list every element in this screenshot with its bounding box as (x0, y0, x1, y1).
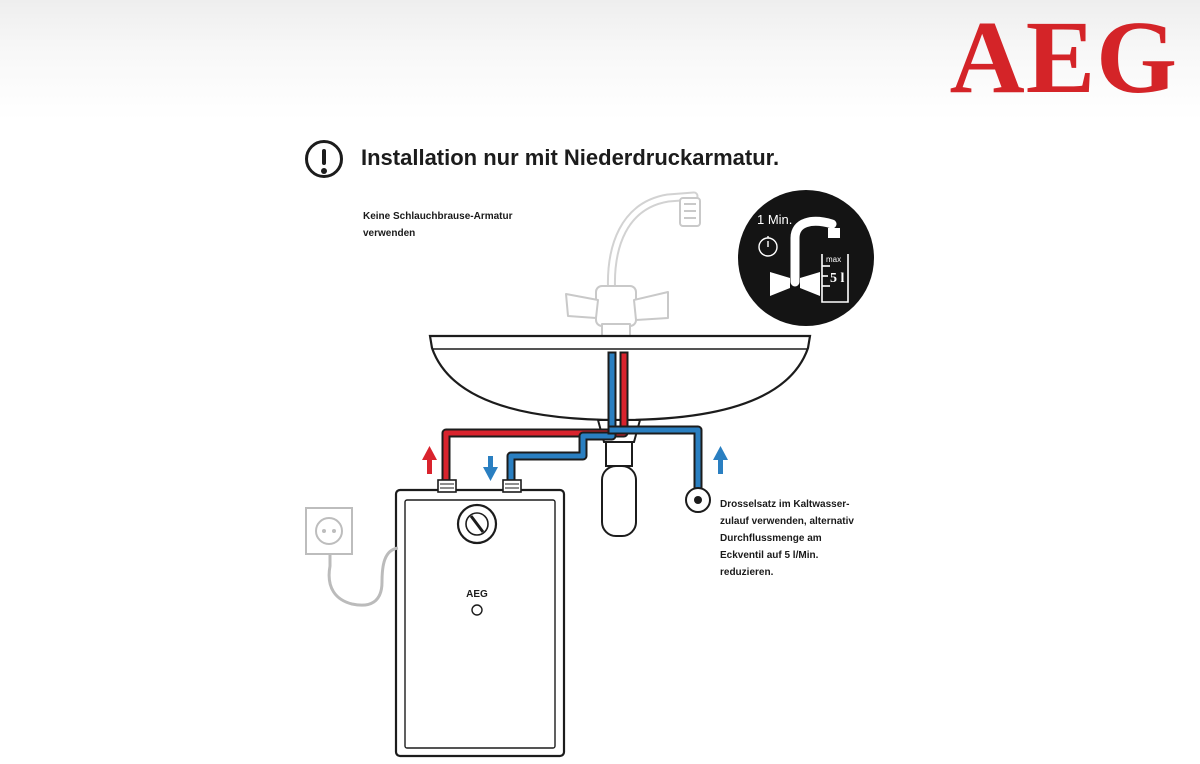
badge-time-label: 1 Min. (757, 212, 793, 227)
power-cable (329, 548, 398, 605)
flow-limit-badge-icon (738, 190, 874, 326)
arrow-up-icon (713, 446, 728, 474)
water-heater-icon (396, 480, 564, 756)
badge-volume-label: 5 l (830, 271, 845, 286)
badge-max-label: max (826, 255, 842, 264)
page-title: Installation nur mit Niederdruckarmatur. (361, 145, 780, 170)
temperature-knob (458, 505, 496, 543)
note-line: Eckventil auf 5 l/Min. (720, 550, 819, 561)
angle-valve-icon (686, 488, 710, 512)
arrow-up-icon (422, 446, 437, 474)
note-line: Keine Schlauchbrause-Armatur (363, 211, 513, 222)
indicator-lamp (472, 605, 482, 615)
power-socket-icon (306, 508, 352, 554)
heater-brand-label: AEG (466, 589, 488, 600)
note-line: zulauf verwenden, alternativ (720, 516, 854, 527)
arrow-down-icon (483, 456, 498, 481)
brand-logo: AEG (949, 0, 1178, 115)
note-line: Durchflussmenge am (720, 533, 822, 544)
note-line: Drosselsatz im Kaltwasser- (720, 499, 850, 510)
note-line: reduzieren. (720, 567, 774, 578)
note-line: verwenden (363, 228, 416, 239)
faucet-icon (566, 196, 700, 338)
